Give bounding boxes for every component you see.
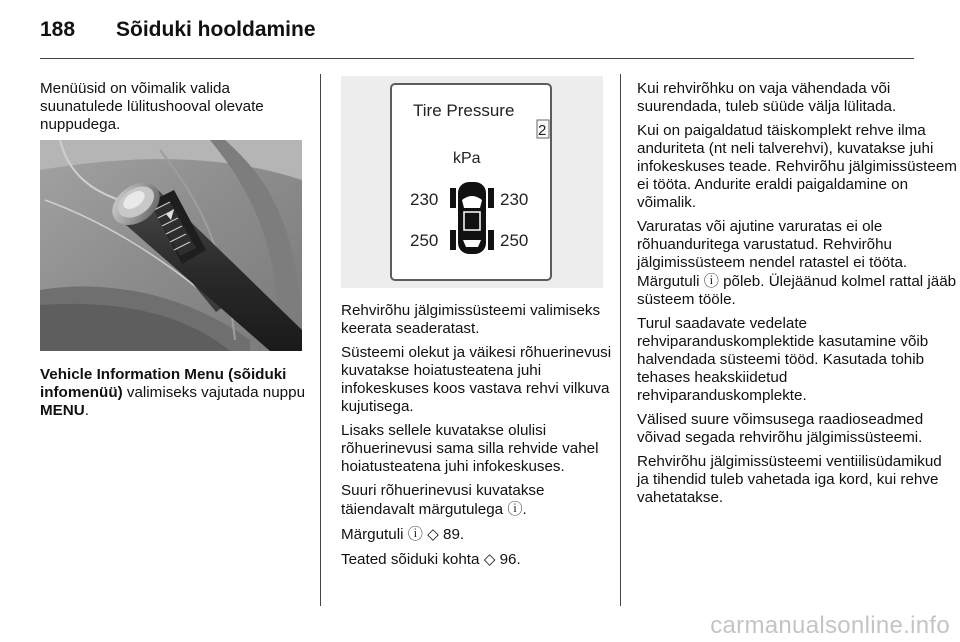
status-paragraph: Süsteemi olekut ja väikesi rõhuerinevusi kuvatakse hoiatusteatena juhi infokeskuses koos vastava rehvi vilkuva kujutisega. [341, 344, 612, 415]
tpms-warning-icon: ⓘ [703, 272, 719, 290]
rear-left-pressure: 250 [410, 231, 439, 250]
column-divider-left [320, 74, 321, 606]
repair-kit-paragraph: Turul saadavate vedelate rehviparanduskomplektide kasutamine võib halvendada süsteemi tööd. Kasutada tohib tehases heakskiidetud rehviparanduskomplekte. [637, 315, 929, 404]
ignition-paragraph: Kui rehvirõhku on vaja vähendada või suurendada, tuleb süüde välja lülitada. [637, 80, 897, 115]
axle-difference-paragraph: Lisaks sellele kuvatakse olulisi rõhuerinevusi sama silla rehvide vahel hoiatusteatena juhi infokeskuses. [341, 422, 599, 475]
vehicle-messages-reference: Teated sõiduki kohta ◇ 96. [341, 550, 521, 568]
menu-instruction-text: valimiseks vajutada nuppu [122, 384, 306, 401]
valve-replacement-paragraph: Rehvirõhu jälgimissüsteemi ventiilisüdamikud ja tihendid tuleb vahetada iga kord, kui rehve vahetatakse. [637, 453, 942, 506]
watermark-text: carmanualsonline.info [710, 612, 950, 639]
page-reference-icon[interactable]: ◇ [483, 550, 496, 568]
warning-light-paragraph: Suuri rõhuerinevusi kuvatakse täiendavalt märgutulega ⓘ. [341, 482, 545, 518]
page-number: 188 [40, 18, 76, 41]
column-divider-right [620, 74, 621, 606]
pressure-unit: kPa [453, 150, 481, 167]
tire-pressure-display [341, 76, 603, 288]
tpms-warning-icon: ⓘ [407, 525, 423, 543]
no-sensor-tires-paragraph: Kui on paigaldatud täiskomplekt rehve ilma anduriteta (nt neli talverehvi), kuvatakse juhi infokeskuses teade. Rehvirõhu jälgimissüsteem ei tööta. Andurite eraldi paigaldamine on võimalik. [637, 122, 957, 211]
spare-wheel-paragraph: Varuratas või ajutine varuratas ei ole rõhuanduritega varustatud. Rehvirõhu jälgimissüsteem nendel ratastel ei tööta. Märgutuli ⓘ põleb. Ülejäänud kolmel rattal jääb süsteem tööle. [637, 218, 957, 308]
menu-end: . [84, 402, 89, 419]
display-title: Tire Pressure [413, 101, 515, 120]
intro-paragraph: Menüüsid on võimalik valida suunatulede lülitushooval olevate nuppudega. [40, 80, 264, 133]
page-reference-icon[interactable]: ◇ [427, 525, 439, 543]
turn-signal-lever-illustration [40, 140, 302, 351]
menu-button-label: MENU [40, 402, 85, 419]
column-right [637, 80, 957, 513]
page-indicator: 2 [538, 122, 547, 139]
chapter-title: Sõiduki hooldamine [116, 18, 316, 41]
watermark [600, 612, 956, 642]
column-left [40, 80, 312, 140]
rear-right-pressure: 250 [500, 231, 529, 250]
vehicle-info-menu-label: Vehicle Information Menu (sõiduki infomenüü) [40, 366, 287, 401]
tpms-warning-icon: ⓘ [507, 500, 523, 518]
header-rule [40, 58, 914, 59]
warning-light-reference: Märgutuli ⓘ ◇ 89. [341, 525, 465, 543]
front-left-pressure: 230 [410, 190, 439, 209]
select-system-paragraph: Rehvirõhu jälgimissüsteemi valimiseks keerata seaderatast. [341, 302, 601, 337]
column-middle [341, 302, 616, 575]
menu-selection-paragraph [40, 366, 312, 420]
front-right-pressure: 230 [500, 190, 529, 209]
radio-interference-paragraph: Välised suure võimsusega raadioseadmed võivad segada rehvirõhu jälgimissüsteemi. [637, 411, 924, 446]
